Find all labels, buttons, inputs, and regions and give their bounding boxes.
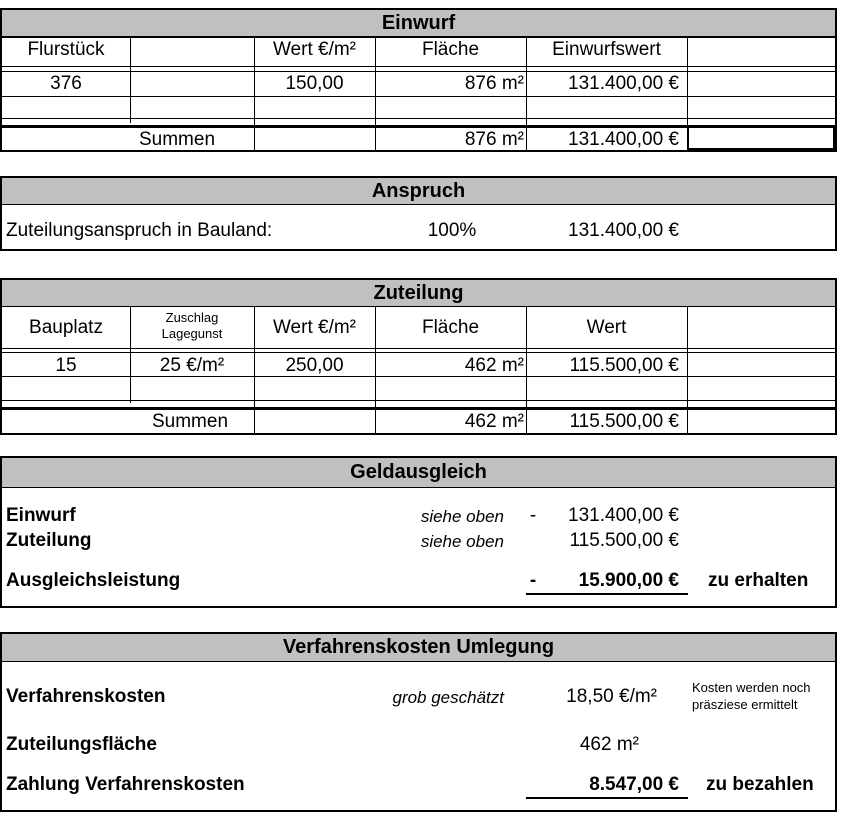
zahlung-amount: 8.547,00 €	[589, 774, 679, 795]
zahlung-remark: zu bezahlen	[706, 774, 814, 795]
col-zuschlag-1: Zuschlag	[165, 310, 219, 325]
ausgleich-remark: zu erhalten	[708, 570, 809, 591]
col-einwurfswert: Einwurfswert	[552, 39, 661, 60]
anspruch-section	[0, 176, 837, 251]
ausgleich-label: Ausgleichsleistung	[6, 570, 181, 591]
sum-wert: 115.500,00 €	[569, 411, 679, 432]
zuteilung-title: Zuteilung	[2, 280, 835, 307]
col-wert-qm: Wert €/m²	[272, 317, 357, 338]
col-wert: Wert	[586, 317, 627, 338]
col-wert-qm: Wert €/m²	[272, 39, 357, 60]
ausgleich-sign: -	[529, 570, 537, 591]
row-flurstueck: 376	[50, 73, 82, 94]
row-wert-qm: 150,00	[285, 73, 344, 94]
kosten-label: Verfahrenskosten	[6, 686, 166, 707]
verfahrenskosten-title: Verfahrenskosten Umlegung	[2, 634, 835, 662]
col-flurstueck: Flurstück	[27, 39, 105, 60]
col-flaeche: Fläche	[421, 39, 480, 60]
ausgleich-amount: 15.900,00 €	[578, 570, 679, 591]
zuteilung-label: Zuteilung	[6, 530, 92, 551]
verfahrenskosten-section	[0, 632, 837, 812]
einwurf-note: siehe oben	[420, 507, 504, 526]
kosten-amount: 18,50 €/m²	[566, 686, 657, 707]
einwurf-sign: -	[529, 505, 537, 526]
zuteilung-note: siehe oben	[420, 532, 504, 551]
row-wert-qm: 250,00	[285, 355, 344, 376]
anspruch-percent: 100%	[427, 220, 477, 241]
einwurf-section	[0, 8, 837, 152]
kosten-remark-1: Kosten werden noch	[692, 680, 811, 695]
geldausgleich-title: Geldausgleich	[2, 458, 835, 488]
row-bauplatz: 15	[55, 355, 77, 376]
sum-label: Summen	[138, 129, 216, 150]
anspruch-title: Anspruch	[2, 178, 835, 205]
sum-flaeche: 462 m²	[464, 411, 524, 432]
einwurf-label: Einwurf	[6, 505, 76, 526]
einwurf-title: Einwurf	[2, 10, 835, 37]
row-flaeche: 876 m²	[464, 73, 524, 94]
zuteilungsflaeche-label: Zuteilungsfläche	[6, 734, 157, 755]
zuteilung-amount: 115.500,00 €	[569, 530, 679, 551]
zuteilung-section	[0, 278, 837, 435]
geldausgleich-section	[0, 456, 837, 608]
row-einwurfswert: 131.400,00 €	[568, 73, 679, 94]
zuteilungsflaeche-amount: 462 m²	[579, 734, 639, 755]
row-zuschlag: 25 €/m²	[159, 355, 225, 376]
einwurf-amount: 131.400,00 €	[568, 505, 679, 526]
row-flaeche: 462 m²	[464, 355, 524, 376]
ausgleich-underline	[526, 593, 688, 595]
zahlung-label: Zahlung Verfahrenskosten	[6, 774, 245, 795]
zahlung-underline	[526, 797, 688, 799]
kosten-remark-2: präsziese ermittelt	[692, 697, 798, 712]
row-wert: 115.500,00 €	[569, 355, 679, 376]
kosten-note: grob geschätzt	[392, 688, 504, 707]
anspruch-label: Zuteilungsanspruch in Bauland:	[6, 220, 273, 241]
col-zuschlag-2: Lagegunst	[161, 326, 223, 341]
sum-label: Summen	[151, 411, 229, 432]
col-bauplatz: Bauplatz	[29, 317, 103, 338]
anspruch-amount: 131.400,00 €	[568, 220, 679, 241]
sum-einwurfswert: 131.400,00 €	[568, 129, 679, 150]
col-flaeche: Fläche	[421, 317, 480, 338]
sum-flaeche: 876 m²	[464, 129, 524, 150]
